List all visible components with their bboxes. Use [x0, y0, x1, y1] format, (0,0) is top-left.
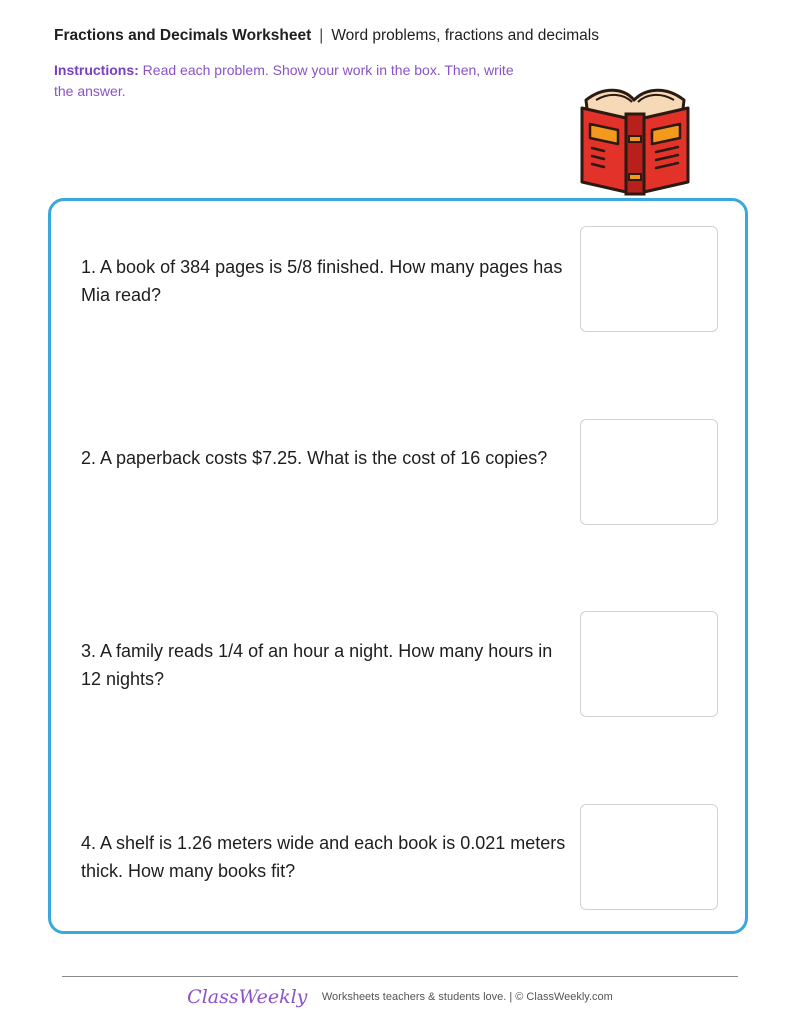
problem-3: 3. A family reads 1/4 of an hour a night. How many hours in 12 nights? — [81, 641, 553, 689]
worksheet-header — [54, 27, 599, 45]
worksheet-subtitle: Word problems, fractions and decimals — [331, 27, 599, 44]
footer — [0, 986, 800, 1008]
answer-box-1[interactable] — [580, 226, 718, 332]
answer-box-3[interactable] — [580, 611, 718, 717]
answer-box-2[interactable] — [580, 419, 718, 525]
problem-4: 4. A shelf is 1.26 meters wide and each book is 0.021 meters thick. How many books fit? — [81, 833, 566, 881]
instructions-text: Read each problem. Show your work in the box. Then, write the answer. — [54, 62, 514, 99]
open-book-icon — [576, 78, 694, 196]
problem-1: 1. A book of 384 pages is 5/8 finished. How many pages has Mia read? — [81, 257, 563, 305]
worksheet-title: Fractions and Decimals Worksheet — [54, 27, 312, 44]
footer-divider — [62, 976, 738, 977]
brand-logo: ClassWeekly — [187, 986, 308, 1008]
problem-2: 2. A paperback costs $7.25. What is the cost of 16 copies? — [81, 448, 548, 468]
answer-box-4[interactable] — [580, 804, 718, 910]
instructions-label: Instructions: — [54, 62, 139, 78]
instructions — [54, 60, 534, 102]
footer-tagline: Worksheets teachers & students love. | © ClassWeekly.com — [321, 991, 613, 1003]
header-separator: | — [319, 27, 324, 44]
